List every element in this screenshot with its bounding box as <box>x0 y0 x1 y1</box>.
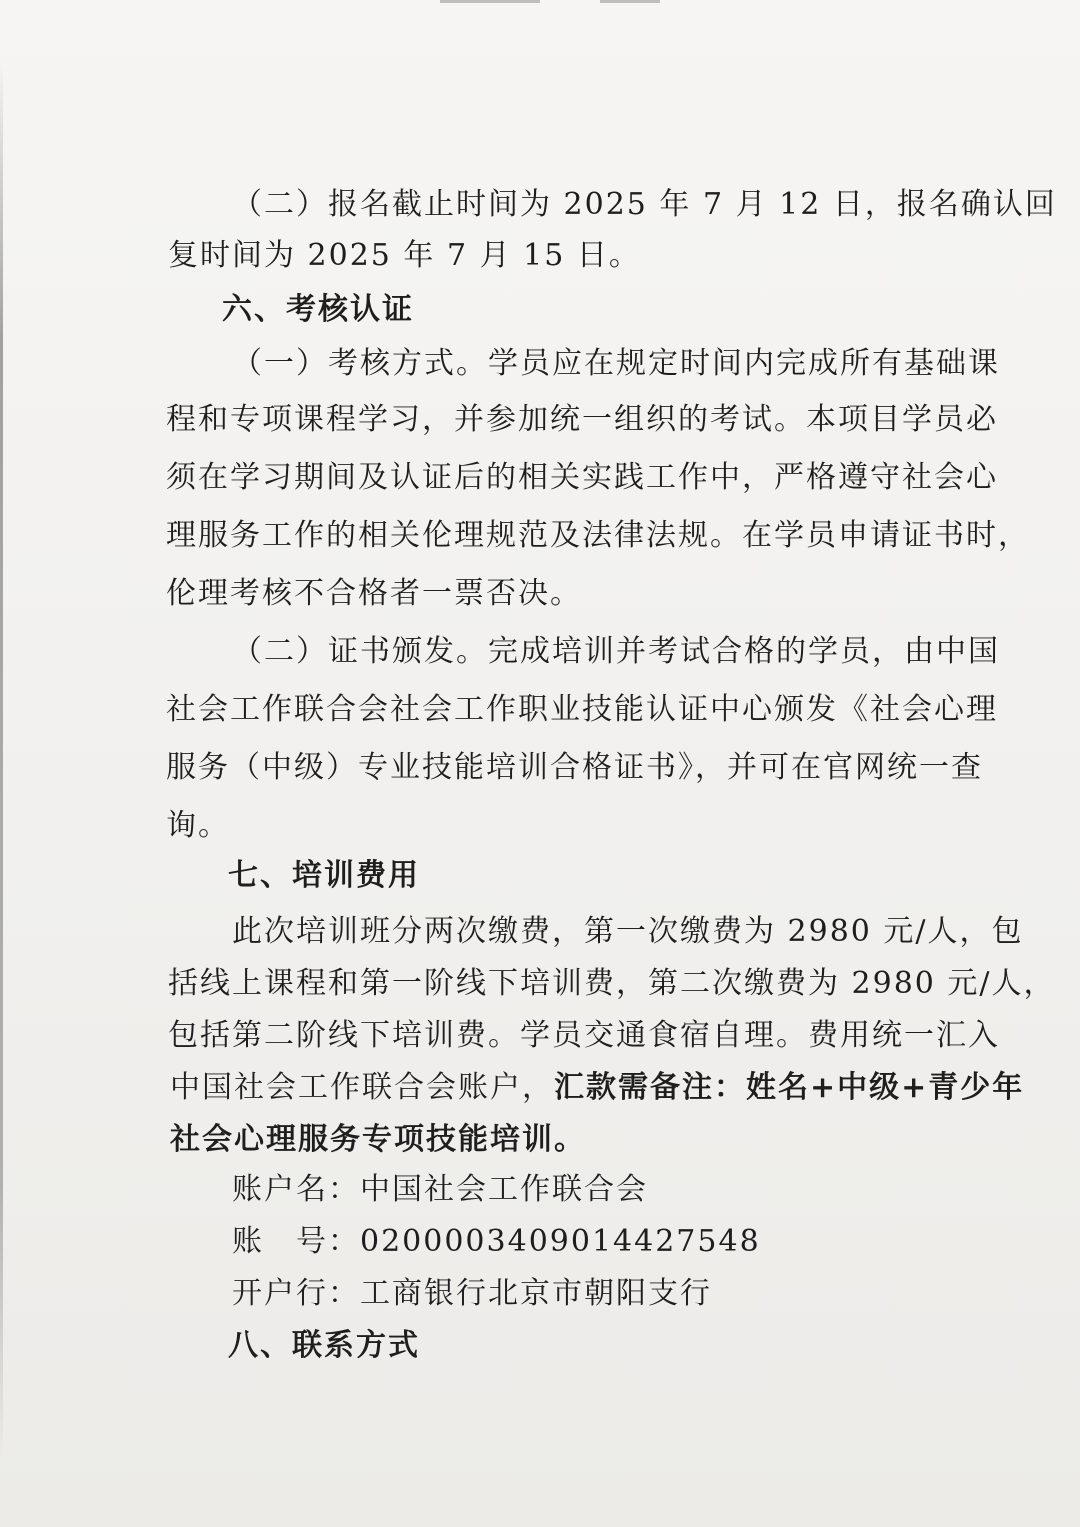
section-heading-assessment: 六、考核认证 <box>222 292 414 327</box>
fee-line-2: 括线上课程和第一阶线下培训费，第二次缴费为 2980 元/人， <box>168 966 1056 1001</box>
bank-value: 工商银行北京市朝阳支行 <box>360 1276 712 1311</box>
registration-deadline-line-2: 复时间为 2025 年 7 月 15 日。 <box>168 238 641 273</box>
assessment-method-line-4: 理服务工作的相关伦理规范及法律法规。在学员申请证书时， <box>166 518 1030 553</box>
bank-row <box>232 1274 712 1314</box>
account-name-value: 中国社会工作联合会 <box>360 1172 648 1207</box>
assessment-method-line-3: 须在学习期间及认证后的相关实践工作中，严格遵守社会心 <box>166 460 998 495</box>
fee-line-4-normal: 中国社会工作联合会账户， <box>170 1070 554 1105</box>
account-name-label: 账户名： <box>232 1172 360 1207</box>
remittance-note-line-2: 社会心理服务专项技能培训。 <box>170 1122 586 1157</box>
certificate-issue-line-2: 社会工作联合会社会工作职业技能认证中心颁发《社会心理 <box>166 692 998 727</box>
section-heading-contact: 八、联系方式 <box>228 1328 420 1363</box>
account-name-row <box>232 1170 648 1210</box>
account-number-label: 账 号： <box>232 1224 360 1259</box>
assessment-method-line-5: 伦理考核不合格者一票否决。 <box>166 576 582 611</box>
certificate-issue-line-4: 询。 <box>166 808 230 843</box>
assessment-method-line-2: 程和专项课程学习，并参加统一组织的考试。本项目学员必 <box>166 402 998 437</box>
assessment-method-line-1: （一）考核方式。学员应在规定时间内完成所有基础课 <box>232 346 1000 381</box>
certificate-issue-line-1: （二）证书颁发。完成培训并考试合格的学员，由中国 <box>232 634 1000 669</box>
certificate-issue-line-3: 服务（中级）专业技能培训合格证书》，并可在官网统一查 <box>166 750 983 785</box>
registration-deadline-line-1: （二）报名截止时间为 2025 年 7 月 12 日，报名确认回 <box>232 187 1057 222</box>
account-number-row <box>232 1222 761 1262</box>
section-heading-fees: 七、培训费用 <box>228 858 420 893</box>
fee-line-4 <box>170 1068 1024 1108</box>
bank-label: 开户行： <box>232 1276 360 1311</box>
account-number-value: 0200003409014427548 <box>360 1224 761 1259</box>
remittance-note: 汇款需备注：姓名+中级+青少年 <box>554 1070 1025 1105</box>
fee-line-3: 包括第二阶线下培训费。学员交通食宿自理。费用统一汇入 <box>168 1018 1000 1053</box>
fee-line-1: 此次培训班分两次缴费，第一次缴费为 2980 元/人，包 <box>232 914 1024 949</box>
